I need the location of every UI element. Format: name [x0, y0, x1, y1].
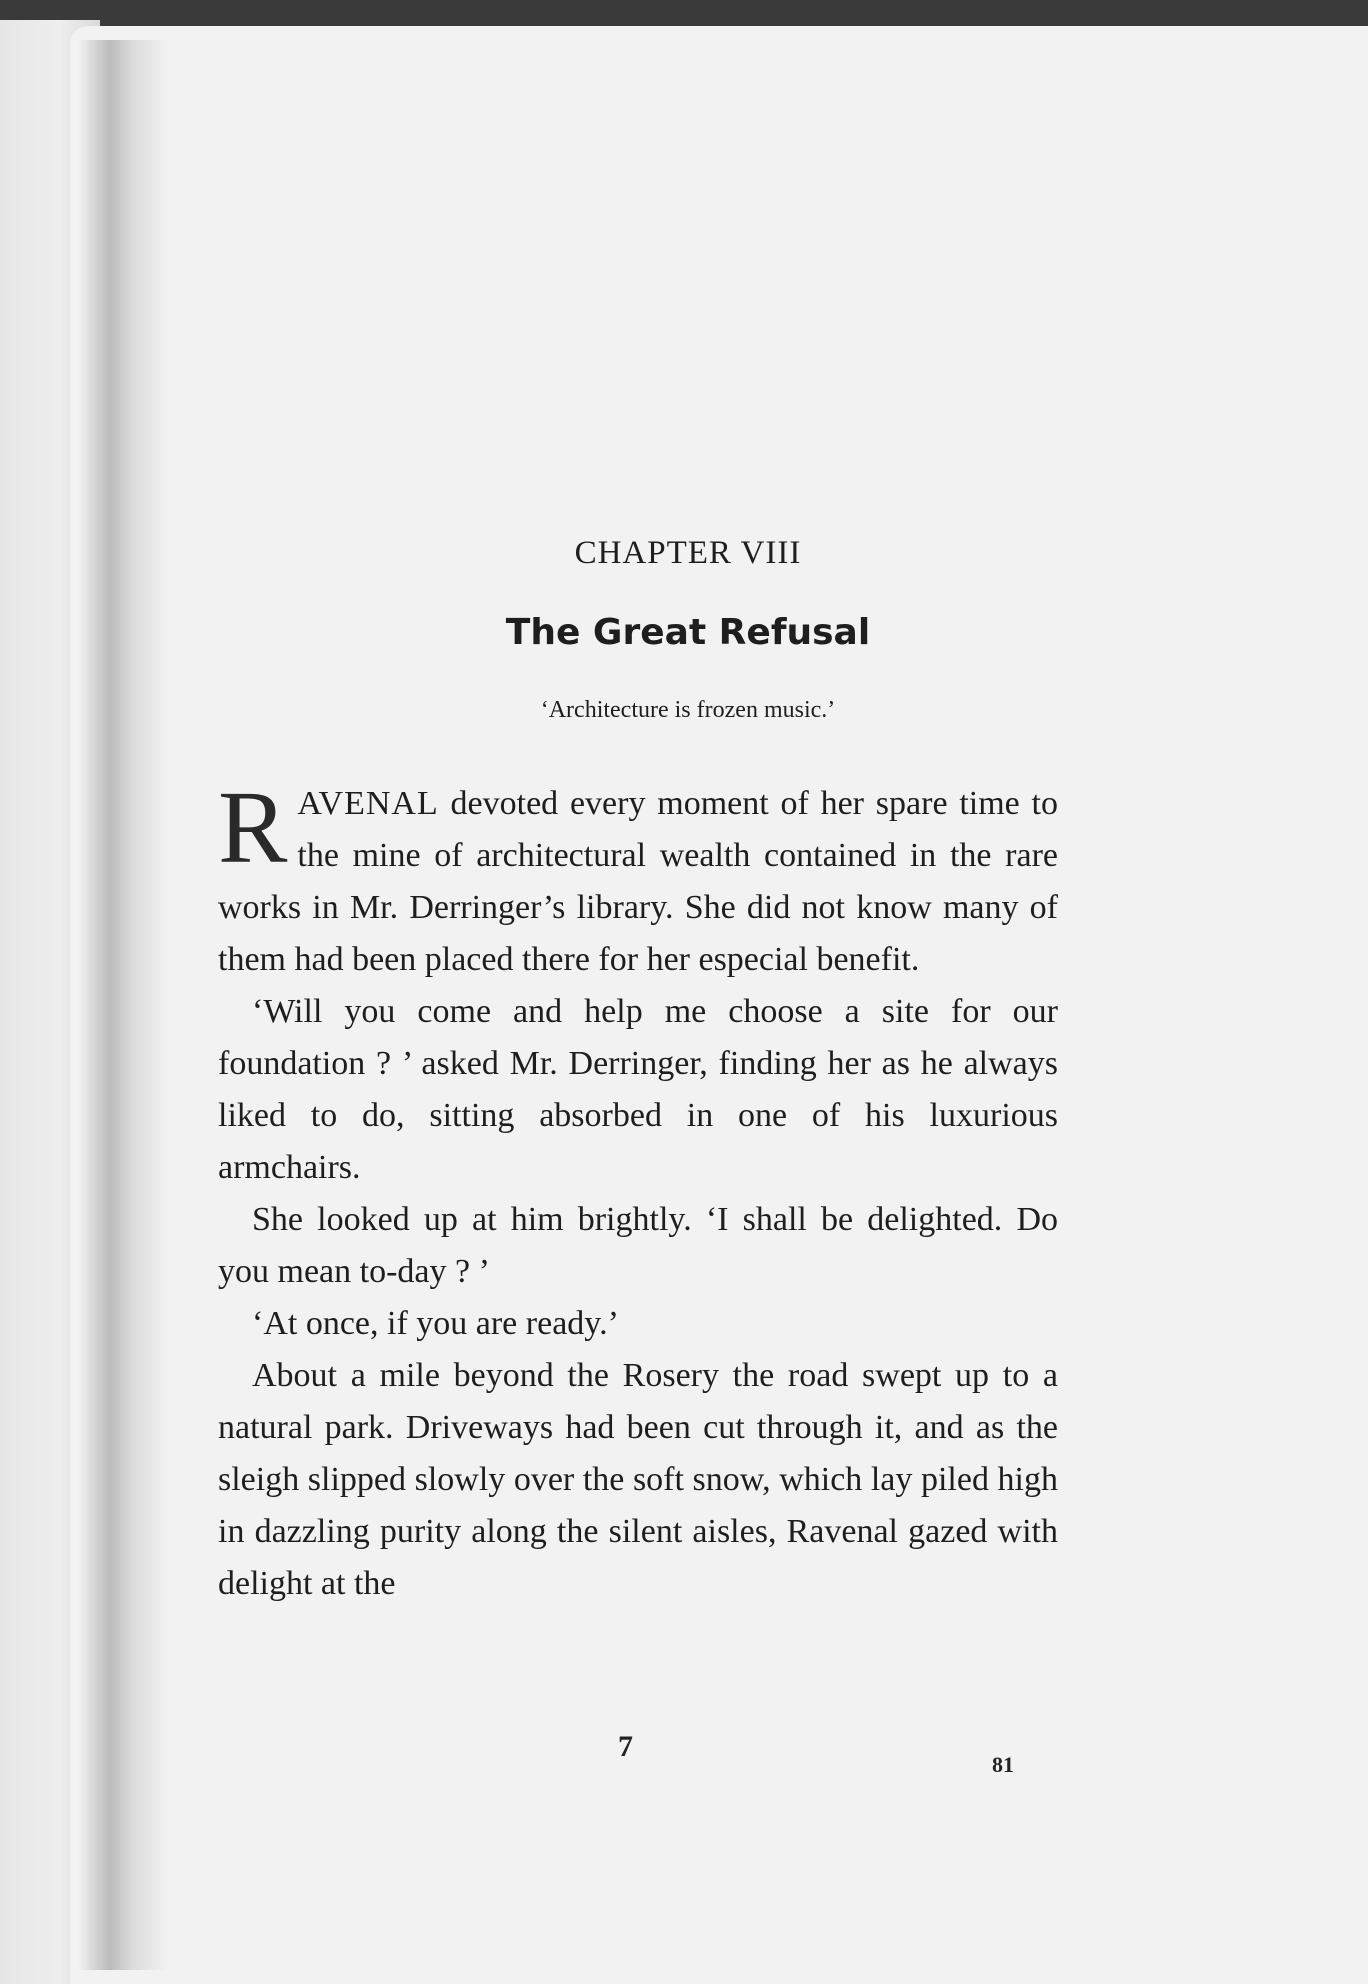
chapter-number: CHAPTER VIII	[574, 535, 802, 571]
paragraph: ‘At once, if you are ready.’	[252, 1305, 619, 1342]
chapter-title: The Great Refusal	[505, 612, 871, 653]
page-number: 81	[992, 1752, 1014, 1777]
opening-word: AVENAL	[297, 785, 439, 822]
epigraph: ‘Architecture is frozen music.’	[540, 697, 836, 723]
page-content	[218, 535, 1058, 1610]
body-text	[218, 770, 1058, 1610]
gutter-shadow	[78, 40, 168, 1970]
signature-mark: 7	[618, 1730, 633, 1763]
paragraph: About a mile beyond the Rosery the road swept up to a natural park. Driveways had been cut through it, and as the sleigh slipped slowly over the soft snow, which lay piled high in dazzling purity along the silent aisles, Ravenal gazed with delight at the	[218, 1357, 1058, 1602]
drop-cap: R	[218, 770, 288, 885]
paragraph-text: devoted every moment of her spare time to the mine of architectural wealth contained in the rare works in Mr. Derringer’s library. She did not know many of them had been placed there for her especial benefit.	[218, 785, 1058, 978]
paragraph	[218, 770, 1058, 986]
paragraph: ‘Will you come and help me choose a site for our foundation ? ’ asked Mr. Derringer, finding her as he always liked to do, sitting absorbed in one of his luxurious armchairs.	[218, 993, 1058, 1186]
paragraph: She looked up at him brightly. ‘I shall be delighted. Do you mean to-day ? ’	[218, 1201, 1058, 1290]
